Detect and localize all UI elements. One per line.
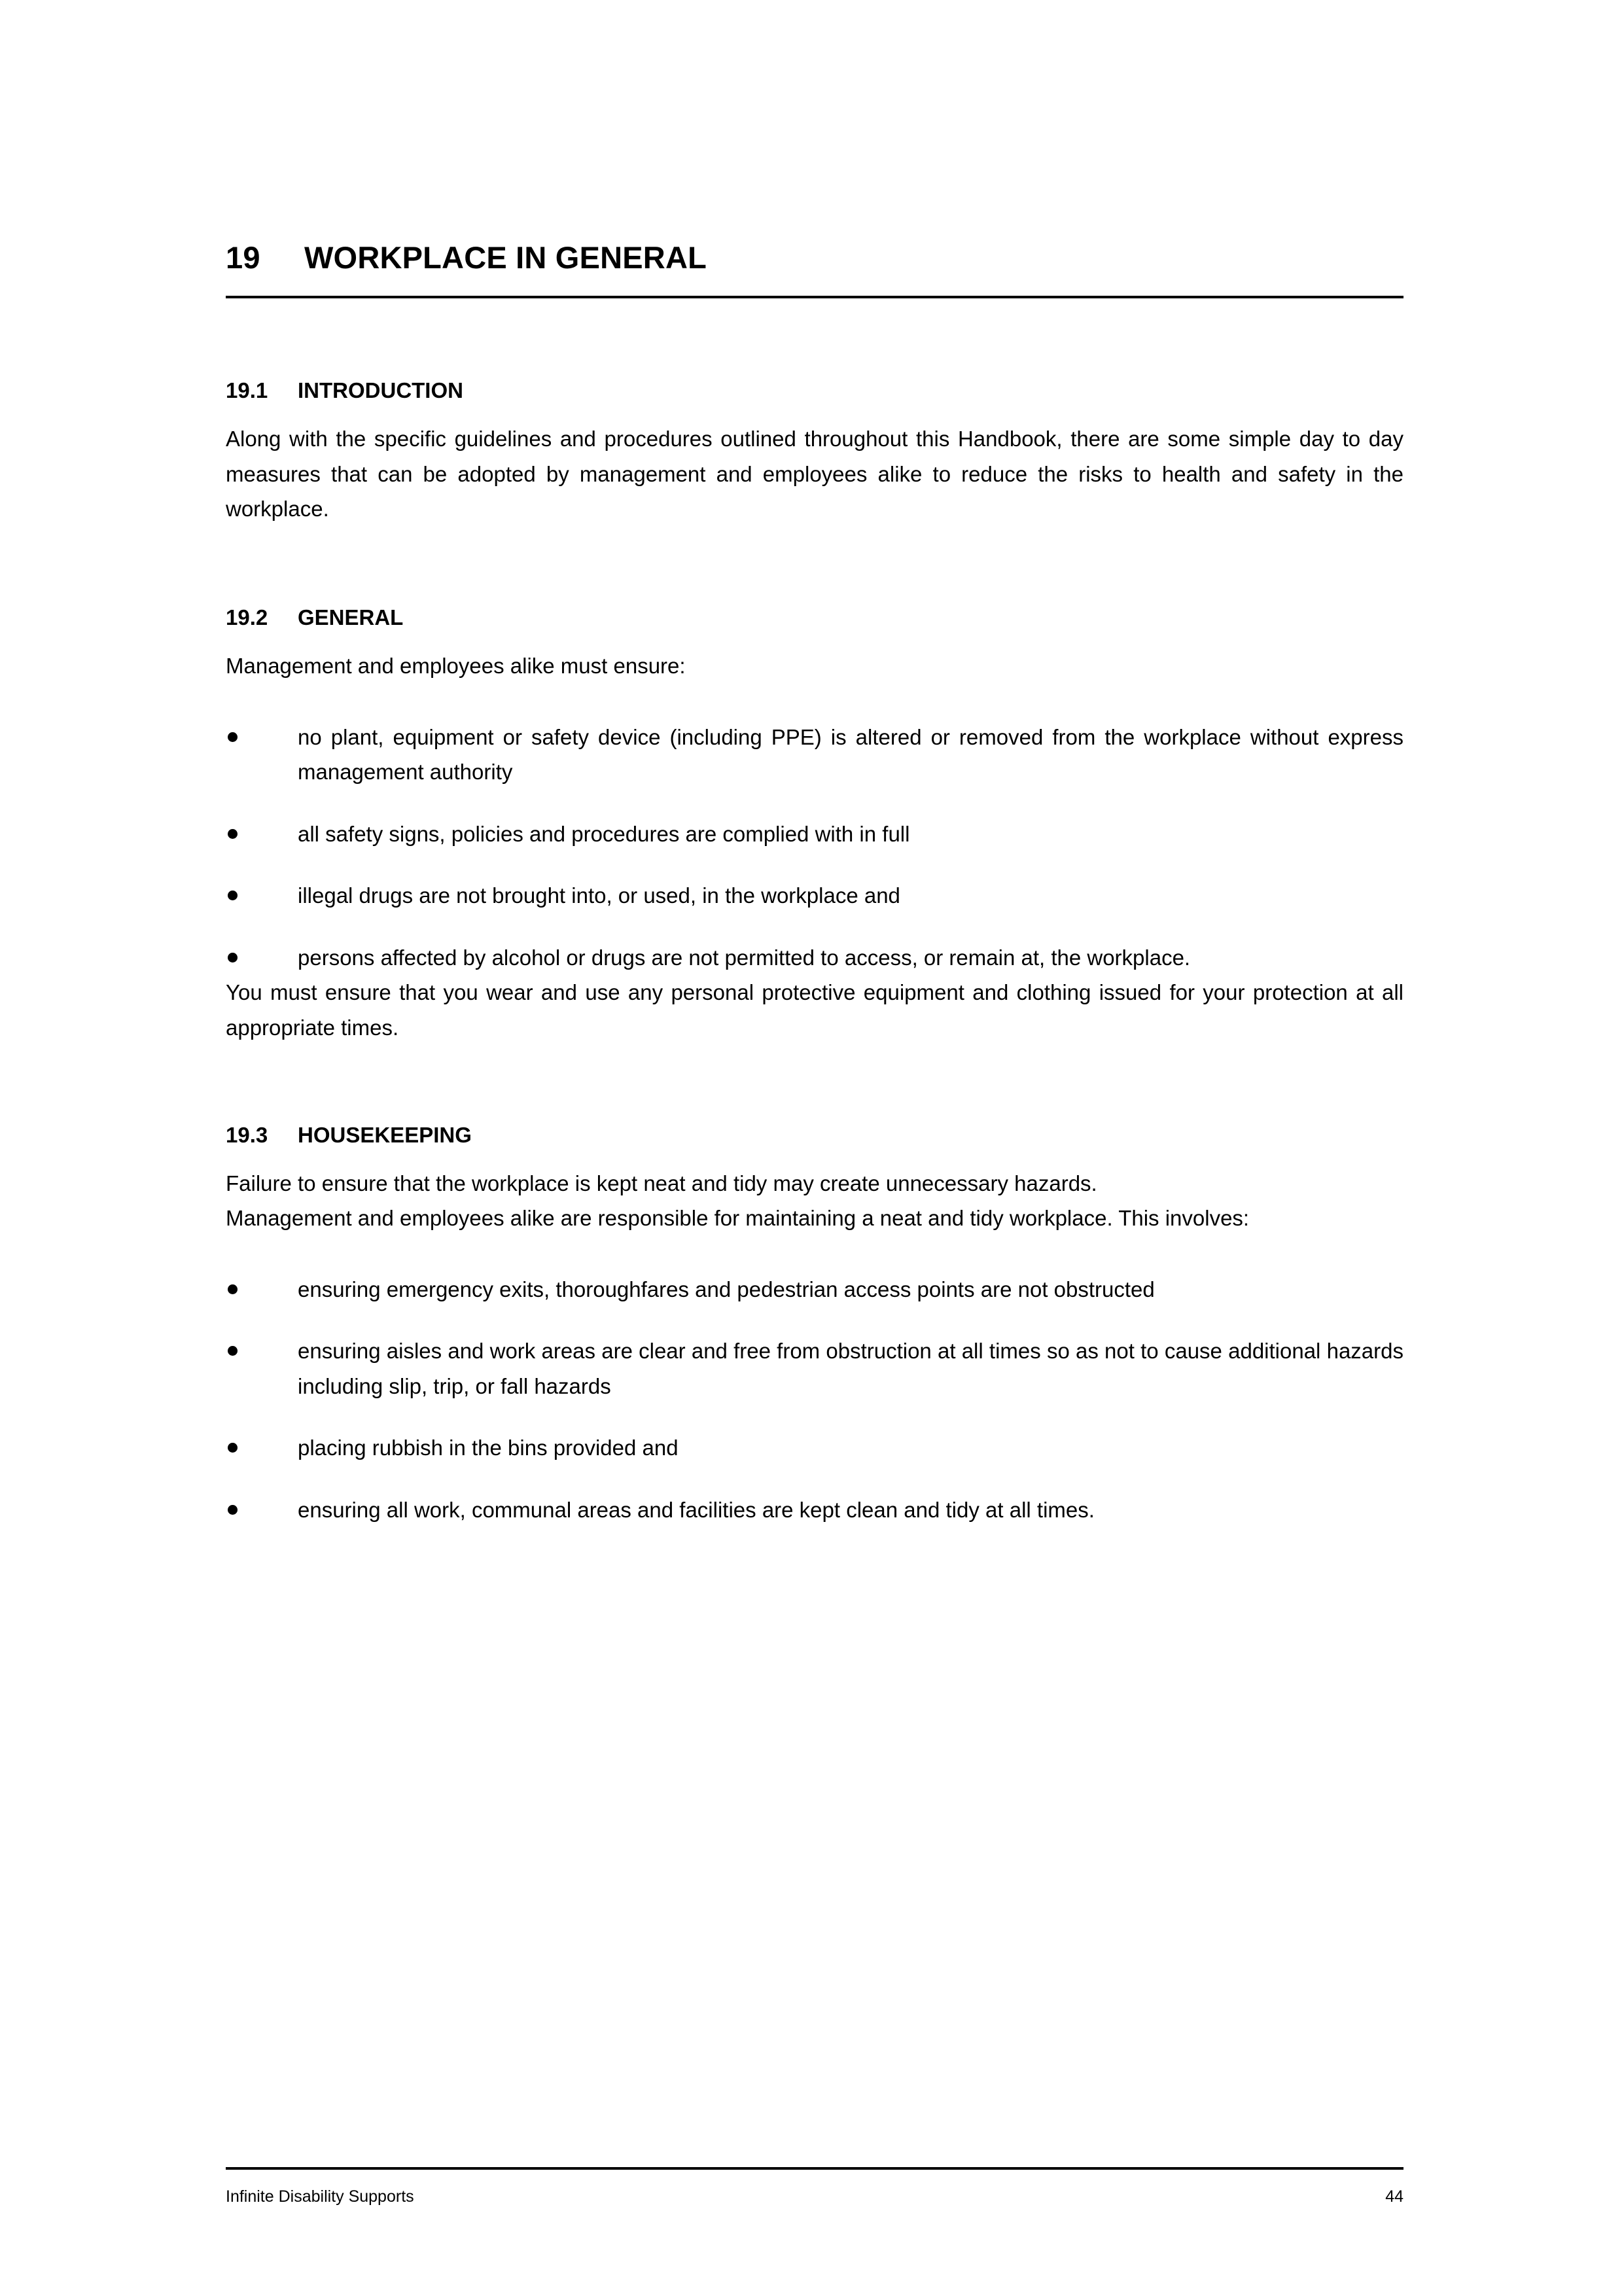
list-item-text: persons affected by alcohol or drugs are not permitted to access, or remain at, the workplace. <box>298 945 1191 970</box>
list-item-text: ensuring emergency exits, thoroughfares and pedestrian access points are not obstructed <box>298 1277 1155 1301</box>
list-item-text: all safety signs, policies and procedures are complied with in full <box>298 821 910 846</box>
paragraph-housekeeping-1: Failure to ensure that the workplace is kept neat and tidy may create unnecessary hazards. <box>226 1171 1097 1195</box>
page-footer <box>226 2167 1403 2206</box>
section-title-19-2: GENERAL <box>298 605 404 630</box>
footer-rule <box>226 2167 1403 2170</box>
bullet-icon <box>228 1346 238 1356</box>
paragraph-housekeeping-2: Management and employees alike are responsible for maintaining a neat and tidy workplace. This involves: <box>226 1206 1250 1231</box>
list-item <box>226 1333 1403 1404</box>
bullet-icon <box>228 1443 238 1453</box>
section-number-19-3: 19.3 <box>226 1123 268 1148</box>
bullet-icon <box>228 1505 238 1515</box>
footer-page-number: 44 <box>1385 2187 1403 2206</box>
chapter-heading <box>226 241 1403 275</box>
list-item-text: no plant, equipment or safety device (including PPE) is altered or removed from the workplace without express management authority <box>298 724 1403 785</box>
bullet-icon <box>228 953 238 963</box>
paragraph-introduction: Along with the specific guidelines and procedures outlined throughout this Handbook, there are some simple day to day measures that can be adopted by management and employees alike to reduce the risks to health and safety in the workplace. <box>226 427 1403 521</box>
section-heading-19-2 <box>226 605 1403 631</box>
bullet-list-general <box>226 720 1403 975</box>
bullet-icon <box>228 1284 238 1294</box>
page-content <box>226 0 1403 1527</box>
list-item <box>226 817 1403 851</box>
list-item <box>226 1430 1403 1465</box>
list-item <box>226 1272 1403 1307</box>
section-number-19-2: 19.2 <box>226 605 268 630</box>
list-item <box>226 940 1403 975</box>
list-item <box>226 878 1403 913</box>
bullet-icon <box>228 829 238 839</box>
paragraph-ppe-closing: You must ensure that you wear and use any personal protective equipment and clothing issued for your protection at all appropriate times. <box>226 980 1403 1040</box>
section-heading-19-3 <box>226 1122 1403 1148</box>
list-item-text: illegal drugs are not brought into, or used, in the workplace and <box>298 883 900 908</box>
list-item-text: ensuring all work, communal areas and facilities are kept clean and tidy at all times. <box>298 1497 1095 1522</box>
chapter-heading-rule <box>226 296 1403 298</box>
list-item <box>226 720 1403 790</box>
footer-row <box>226 2187 1403 2206</box>
section-title-19-1: INTRODUCTION <box>298 378 463 403</box>
list-item <box>226 1492 1403 1527</box>
list-item-text: ensuring aisles and work areas are clear and free from obstruction at all times so as not to cause additional hazards including slip, trip, or fall hazards <box>298 1339 1403 1398</box>
bullet-icon <box>228 732 238 742</box>
chapter-title: WORKPLACE IN GENERAL <box>304 240 707 275</box>
section-number-19-1: 19.1 <box>226 378 268 403</box>
chapter-number: 19 <box>226 240 260 275</box>
footer-organisation: Infinite Disability Supports <box>226 2187 414 2206</box>
paragraph-general-lead-in: Management and employees alike must ensure: <box>226 654 686 679</box>
bullet-list-housekeeping <box>226 1272 1403 1527</box>
list-item-text: placing rubbish in the bins provided and <box>298 1436 679 1460</box>
section-title-19-3: HOUSEKEEPING <box>298 1123 472 1148</box>
section-heading-19-1 <box>226 378 1403 404</box>
bullet-icon <box>228 891 238 900</box>
